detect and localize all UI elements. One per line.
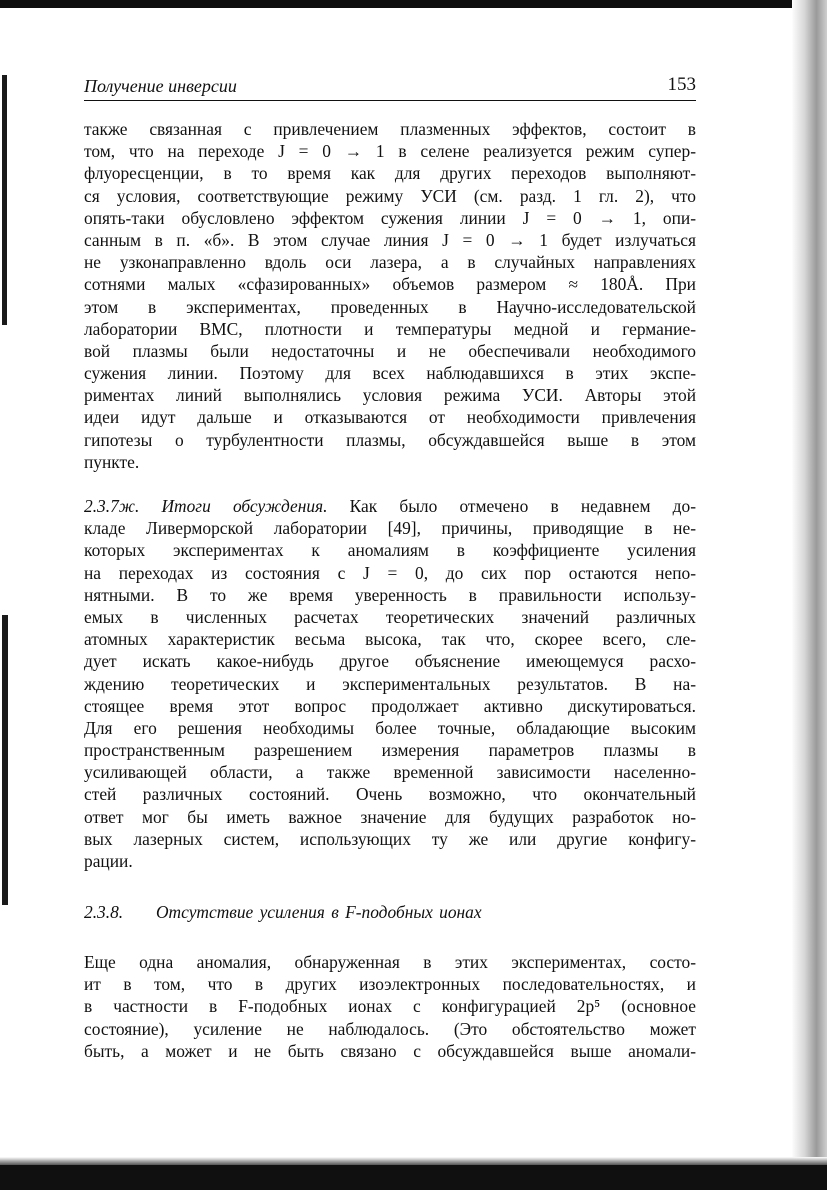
scan-binding-shadow [792,0,827,1190]
paragraph [84,951,696,1062]
paragraph-line: опять-таки обусловлено эффектом сужения линии J = 0 → 1, опи- [84,207,696,228]
running-head [84,72,696,101]
paragraph-line: которых экспериментах к аномалиям в коэффициенте усиления [84,540,696,561]
paragraph-line: идеи идут дальше и отказываются от необходимости привлечения [84,407,696,428]
paragraph [84,495,696,872]
paragraph-line: ся условия, соответствующие режиму УСИ (см. разд. 1 гл. 2), что [84,185,696,206]
paragraph-line: гипотезы о турбулентности плазмы, обсуждавшейся выше в этом [84,429,696,450]
paragraph-line: кладе Ливерморской лаборатории [49], причины, приводящие в не- [84,518,696,539]
paragraph-line: емых в численных расчетах теоретических значений различных [84,606,696,627]
paragraph-line: также связанная с привлечением плазменных эффектов, состоит в [84,119,696,139]
paragraph-line: сужения линии. Поэтому для всех наблюдавшихся в этих экспе- [84,363,696,384]
paragraph-line: риментах линий выполнялись условия режима УСИ. Авторы этой [84,385,696,406]
paragraph-line: состояние), усиление не наблюдалось. (Это обстоятельство может [84,1018,696,1039]
running-title: Получение инверсии [84,76,237,96]
scan-top-edge [0,0,827,8]
paragraph-line: нятными. В то же время уверенность в правильности использу- [84,584,696,605]
paragraph-line: дует искать какое-нибудь другое объяснение имеющемуся расхо- [84,651,696,672]
paragraph [84,118,696,473]
paragraph-line: стей различных состояний. Очень возможно, что окончательный [84,784,696,805]
paragraph-line: стоящее время этот вопрос продолжает активно дискутироваться. [84,695,696,716]
paragraph-line: в частности в F-подобных ионах с конфигурацией 2p⁵ (основное [84,996,696,1017]
paragraph-line: этом в экспериментах, проведенных в Научно-исследовательской [84,296,696,317]
paragraph-line: ит в том, что в других изоэлектронных последовательностях, и [84,974,696,995]
paragraph-line: сотнями малых «сфазированных» объемов размером ≈ 180Å. При [84,274,696,295]
paragraph-line: на переходах из состояния с J = 0, до сих пор остаются непо- [84,562,696,583]
paragraph-line: лаборатории ВМС, плотности и температуры медной и германие- [84,318,696,339]
paragraph-line: пункте. [84,451,140,472]
scan-bottom-edge [0,1163,827,1190]
paragraph-line: не узконаправленно вдоль оси лазера, а в случайных направлениях [84,252,696,273]
paragraph-line: Для его решения необходимы более точные, обладающие высоким [84,717,696,738]
paragraph-line: флуоресценции, в то время как для других переходов выполняют- [84,163,696,184]
section-title: Отсутствие усиления в F-подобных ионах [156,902,482,922]
page-number: 153 [667,74,696,95]
paragraph-line: санным в п. «б». В этом случае линия J = 0 → 1 будет излучаться [84,229,696,250]
scan-left-mark [2,75,7,325]
section-heading [84,902,482,923]
paragraph-line: том, что на переходе J = 0 → 1 в селене реализуется режим супер- [84,141,696,162]
paragraph-line: вых лазерных систем, использующих ту же или другие конфигу- [84,828,696,849]
paragraph-line [84,495,696,517]
section-number: 2.3.8. [84,902,124,922]
paragraph-text: Как было отмечено в недавнем до- [349,496,696,516]
subsection-heading: 2.3.7ж. Итоги обсуждения. [84,496,328,516]
paragraph-line: пространственным разрешением измерения параметров плазмы в [84,740,696,761]
paragraph-line: усиливающей области, а также временной зависимости населенно- [84,762,696,783]
scan-left-mark [2,615,8,905]
paragraph-line: атомных характеристик весьма высока, так что, скорее всего, сле- [84,629,696,650]
paragraph-line: ответ мог бы иметь важное значение для будущих разработок но- [84,806,696,827]
paragraph-line: вой плазмы были недостаточны и не обеспечивали необходимого [84,340,696,361]
paragraph-line: ждению теоретических и экспериментальных результатов. В на- [84,673,696,694]
paragraph-line: Еще одна аномалия, обнаруженная в этих экспериментах, состо- [84,952,696,972]
paragraph-line: рации. [84,851,133,871]
paragraph-line: быть, а может и не быть связано с обсуждавшейся выше аномали- [84,1040,696,1061]
